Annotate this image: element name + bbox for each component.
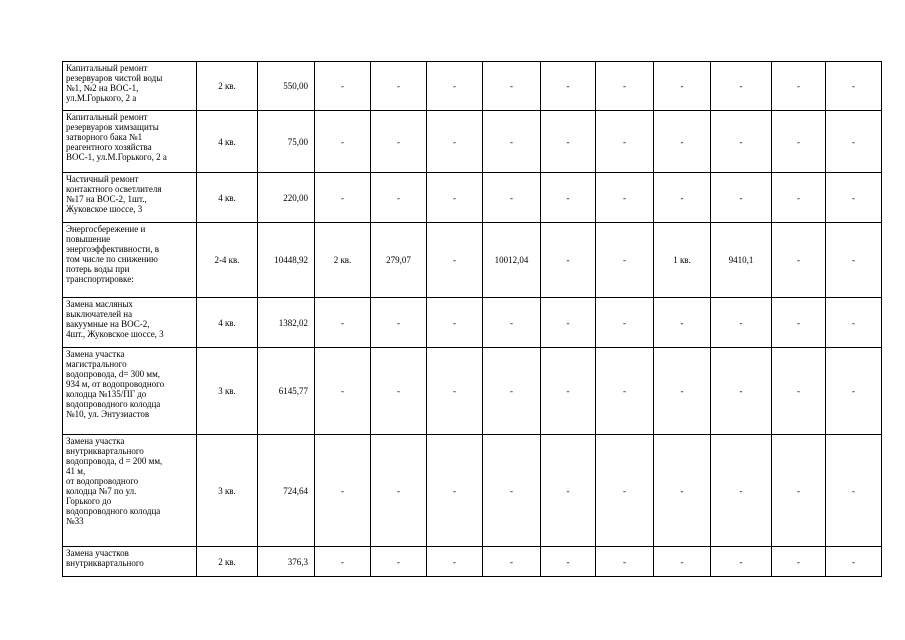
row-cell: -: [483, 547, 541, 577]
row-cell: -: [427, 223, 483, 298]
row-cell: -: [596, 111, 654, 173]
row-period: 2 кв.: [197, 62, 258, 111]
row-cell: -: [654, 111, 711, 173]
row-cell: -: [596, 348, 654, 435]
row-period: 4 кв.: [197, 298, 258, 348]
row-cell: -: [427, 111, 483, 173]
row-description: Замена масляных выключателей на вакуумные на ВОС-2, 4шт., Жуковское шоссе, 3: [63, 298, 197, 348]
row-cell: -: [483, 348, 541, 435]
row-cell: -: [711, 298, 772, 348]
row-cell: -: [371, 298, 427, 348]
row-cell: -: [541, 223, 596, 298]
row-cell: -: [371, 547, 427, 577]
works-table: [62, 61, 882, 577]
row-cell: -: [826, 547, 882, 577]
row-cell: 1 кв.: [654, 223, 711, 298]
table-row: [63, 348, 882, 435]
row-cell: -: [541, 435, 596, 547]
row-cell: 279,07: [371, 223, 427, 298]
row-cell: -: [711, 435, 772, 547]
row-description: Капитальный ремонт резервуаров чистой воды №1, №2 на ВОС-1, ул.М.Горького, 2 а: [63, 62, 197, 111]
row-cell: -: [654, 547, 711, 577]
row-cell: -: [826, 435, 882, 547]
row-cell: -: [483, 173, 541, 223]
row-cell: -: [826, 111, 882, 173]
row-cell: -: [541, 298, 596, 348]
row-sum: 10448,92: [258, 223, 315, 298]
row-cell: -: [371, 173, 427, 223]
row-cell: 10012,04: [483, 223, 541, 298]
table-row: [63, 435, 882, 547]
row-cell: -: [315, 435, 371, 547]
row-cell: -: [315, 547, 371, 577]
row-description: Капитальный ремонт резервуаров химзащиты затворного бака №1 реагентного хозяйства ВОС-1, ул.М.Горького, 2 а: [63, 111, 197, 173]
row-cell: -: [315, 111, 371, 173]
row-cell: -: [541, 348, 596, 435]
row-cell: -: [826, 223, 882, 298]
row-cell: -: [596, 298, 654, 348]
row-period: 2 кв.: [197, 547, 258, 577]
row-cell: -: [427, 547, 483, 577]
row-cell: -: [826, 173, 882, 223]
row-cell: -: [772, 223, 826, 298]
row-cell: -: [427, 62, 483, 111]
row-cell: -: [483, 111, 541, 173]
row-period: 2-4 кв.: [197, 223, 258, 298]
row-cell: -: [483, 298, 541, 348]
row-description: Замена участков внутриквартального: [63, 547, 197, 577]
row-sum: 75,00: [258, 111, 315, 173]
row-sum: 1382,02: [258, 298, 315, 348]
row-cell: -: [826, 62, 882, 111]
row-cell: -: [772, 547, 826, 577]
row-cell: -: [772, 173, 826, 223]
row-cell: -: [772, 298, 826, 348]
row-cell: -: [711, 62, 772, 111]
table-row: [63, 223, 882, 298]
row-sum: 220,00: [258, 173, 315, 223]
row-description: Частичный ремонт контактного осветлителя №17 на ВОС-2, 1шт., Жуковское шоссе, 3: [63, 173, 197, 223]
row-cell: -: [654, 348, 711, 435]
row-cell: -: [654, 173, 711, 223]
row-sum: 6145,77: [258, 348, 315, 435]
row-period: 4 кв.: [197, 173, 258, 223]
row-cell: -: [371, 348, 427, 435]
row-cell: -: [826, 348, 882, 435]
table-row: [63, 111, 882, 173]
row-cell: -: [541, 62, 596, 111]
row-cell: -: [826, 298, 882, 348]
row-description: Замена участка магистрального водопровода, d= 300 мм, 934 м, от водопроводного колодца №135/ПГ до водопроводного колодца №10, ул. Энтузиастов: [63, 348, 197, 435]
row-cell: -: [315, 62, 371, 111]
row-cell: 2 кв.: [315, 223, 371, 298]
row-cell: -: [596, 223, 654, 298]
table-row: [63, 62, 882, 111]
row-cell: -: [654, 62, 711, 111]
row-cell: -: [315, 173, 371, 223]
row-cell: -: [315, 348, 371, 435]
row-period: 3 кв.: [197, 435, 258, 547]
row-description: Энергосбережение и повышение энергоэффективности, в том числе по снижению потерь воды при транспортировке:: [63, 223, 197, 298]
row-cell: -: [371, 435, 427, 547]
row-description: Замена участка внутриквартального водопровода, d = 200 мм, 41 м, от водопроводного колодца №7 по ул. Горького до водопроводного колодца №33: [63, 435, 197, 547]
row-sum: 724,64: [258, 435, 315, 547]
row-period: 3 кв.: [197, 348, 258, 435]
row-cell: -: [711, 547, 772, 577]
table-row: [63, 173, 882, 223]
row-sum: 376,3: [258, 547, 315, 577]
row-cell: -: [772, 348, 826, 435]
row-cell: -: [541, 547, 596, 577]
row-sum: 550,00: [258, 62, 315, 111]
row-cell: -: [772, 435, 826, 547]
row-cell: -: [427, 348, 483, 435]
row-cell: -: [654, 435, 711, 547]
row-cell: -: [427, 298, 483, 348]
row-cell: -: [596, 435, 654, 547]
row-cell: -: [315, 298, 371, 348]
row-cell: -: [596, 173, 654, 223]
table-row: [63, 298, 882, 348]
row-cell: -: [596, 547, 654, 577]
row-cell: -: [371, 62, 427, 111]
row-cell: -: [772, 111, 826, 173]
row-cell: -: [711, 111, 772, 173]
row-cell: -: [772, 62, 826, 111]
row-cell: -: [596, 62, 654, 111]
row-cell: -: [483, 62, 541, 111]
row-cell: -: [711, 348, 772, 435]
table-row: [63, 547, 882, 577]
row-cell: -: [427, 173, 483, 223]
row-cell: -: [371, 111, 427, 173]
row-cell: -: [483, 435, 541, 547]
row-period: 4 кв.: [197, 111, 258, 173]
row-cell: 9410,1: [711, 223, 772, 298]
row-cell: -: [541, 111, 596, 173]
row-cell: -: [711, 173, 772, 223]
row-cell: -: [427, 435, 483, 547]
row-cell: -: [541, 173, 596, 223]
row-cell: -: [654, 298, 711, 348]
